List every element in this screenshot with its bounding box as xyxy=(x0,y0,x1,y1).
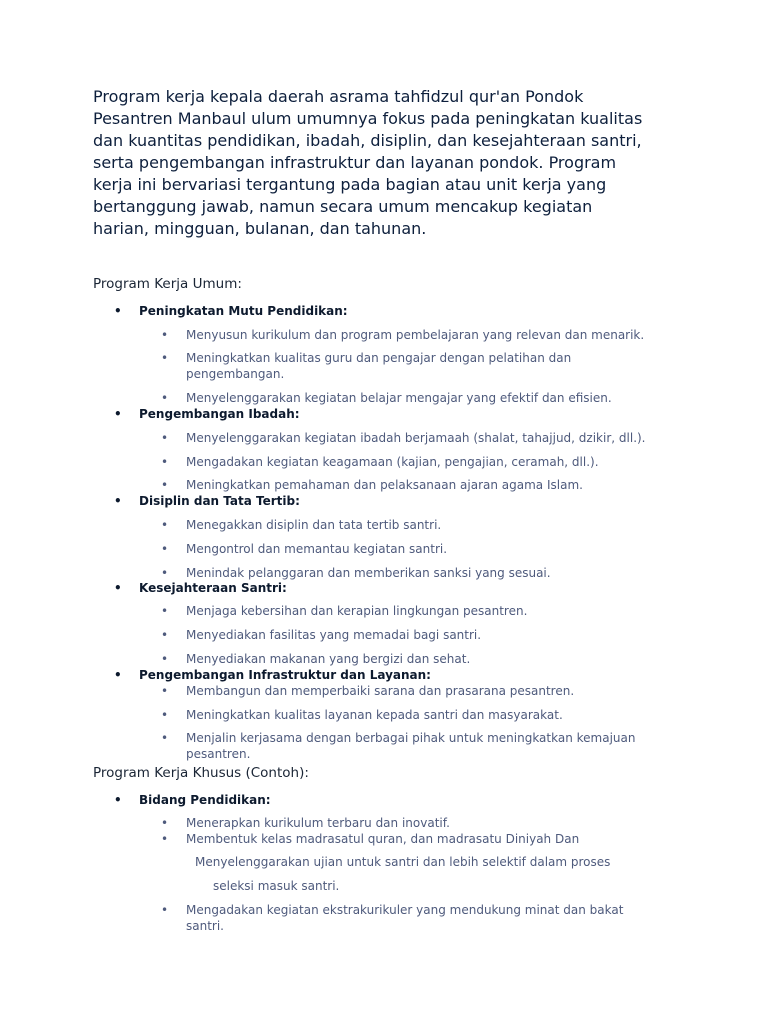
list-item-level2 xyxy=(161,651,686,667)
list-item-level2 xyxy=(161,327,686,343)
list-item-level2 xyxy=(161,517,686,533)
list-item-level1 xyxy=(114,792,271,808)
list-item-text: Meningkatkan kualitas guru dan pengajar dengan pelatihan dan pengembangan. xyxy=(186,351,572,381)
list-item-level2 xyxy=(161,541,686,557)
section-title: Disiplin dan Tata Tertib: xyxy=(139,494,300,508)
list-item-level2 xyxy=(161,815,686,831)
list-item-text: Mengadakan kegiatan keagamaan (kajian, pengajian, ceramah, dll.). xyxy=(186,455,599,469)
list-item-text: Meningkatkan pemahaman dan pelaksanaan ajaran agama Islam. xyxy=(186,478,583,492)
bullet-icon: • xyxy=(161,684,169,698)
bullet-icon: • xyxy=(161,652,169,666)
bullet-icon: • xyxy=(114,793,122,807)
list-item-continuation: Menyelenggarakan ujian untuk santri dan lebih selektif dalam proses xyxy=(195,855,611,869)
bullet-icon: • xyxy=(161,628,169,642)
bullet-icon: • xyxy=(114,494,122,508)
list-item-level2 xyxy=(161,707,686,723)
list-item-level2 xyxy=(161,477,686,493)
section-title: Pengembangan Infrastruktur dan Layanan: xyxy=(139,668,431,682)
list-item-level1 xyxy=(114,580,287,596)
section-heading-umum: Program Kerja Umum: xyxy=(93,276,242,292)
list-item-text: Menjaga kebersihan dan kerapian lingkungan pesantren. xyxy=(186,604,528,618)
list-item-level2 xyxy=(161,902,656,934)
list-item-text: Menegakkan disiplin dan tata tertib santri. xyxy=(186,518,442,532)
list-item-text: Membangun dan memperbaiki sarana dan prasarana pesantren. xyxy=(186,684,575,698)
bullet-icon: • xyxy=(161,351,169,365)
list-item-text: Menjalin kerjasama dengan berbagai pihak untuk meningkatkan kemajuan pesantren. xyxy=(186,731,636,761)
list-item-level2 xyxy=(161,565,686,581)
section-title: Bidang Pendidikan: xyxy=(139,793,271,807)
list-item-level2 xyxy=(161,430,686,446)
bullet-icon: • xyxy=(161,903,169,917)
intro-paragraph: Program kerja kepala daerah asrama tahfidzul qur'an Pondok Pesantren Manbaul ulum umumnya fokus pada peningkatan kualitas dan kuantitas pendidikan, ibadah, disiplin, dan kesejahteraan santri, serta pengembangan infrastruktur dan layanan pondok. Program kerja ini bervariasi tergantung pada bagian atau unit kerja yang bertanggung jawab, namun secara umum mencakup kegiatan harian, mingguan, bulanan, dan tahunan. xyxy=(93,87,643,238)
bullet-icon: • xyxy=(114,668,122,682)
list-item-text: Menyelenggarakan kegiatan belajar mengajar yang efektif dan efisien. xyxy=(186,391,612,405)
list-item-text: Mengadakan kegiatan ekstrakurikuler yang mendukung minat dan bakat santri. xyxy=(186,903,624,933)
list-item-level2 xyxy=(161,454,686,470)
section-title: Kesejahteraan Santri: xyxy=(139,581,287,595)
list-item-text: Menindak pelanggaran dan memberikan sanksi yang sesuai. xyxy=(186,566,551,580)
list-item-text: Menyediakan makanan yang bergizi dan sehat. xyxy=(186,652,471,666)
list-item-level2 xyxy=(161,831,686,847)
section-title: Pengembangan Ibadah: xyxy=(139,407,300,421)
bullet-icon: • xyxy=(161,731,169,745)
list-item-level2 xyxy=(161,627,686,643)
list-item-level2 xyxy=(161,390,686,406)
bullet-icon: • xyxy=(161,832,169,846)
list-item-text: Menyelenggarakan kegiatan ibadah berjamaah (shalat, tahajjud, dzikir, dll.). xyxy=(186,431,646,445)
bullet-icon: • xyxy=(161,816,169,830)
list-item-text: Meningkatkan kualitas layanan kepada santri dan masyarakat. xyxy=(186,708,563,722)
list-item-level1 xyxy=(114,406,300,422)
section-heading-khusus: Program Kerja Khusus (Contoh): xyxy=(93,765,309,781)
list-item-text: Menyusun kurikulum dan program pembelajaran yang relevan dan menarik. xyxy=(186,328,645,342)
list-item-text: Menerapkan kurikulum terbaru dan inovatif. xyxy=(186,816,450,830)
bullet-icon: • xyxy=(161,391,169,405)
list-item-text: Mengontrol dan memantau kegiatan santri. xyxy=(186,542,448,556)
list-item-level2 xyxy=(161,730,666,762)
list-item-continuation: seleksi masuk santri. xyxy=(213,879,340,893)
bullet-icon: • xyxy=(161,431,169,445)
bullet-icon: • xyxy=(161,566,169,580)
list-item-level2 xyxy=(161,683,686,699)
bullet-icon: • xyxy=(161,328,169,342)
bullet-icon: • xyxy=(161,542,169,556)
list-item-level2 xyxy=(161,603,686,619)
bullet-icon: • xyxy=(161,708,169,722)
list-item-level1 xyxy=(114,303,348,319)
bullet-icon: • xyxy=(161,455,169,469)
list-item-level2 xyxy=(161,350,616,382)
list-item-level1 xyxy=(114,667,431,683)
bullet-icon: • xyxy=(114,407,122,421)
bullet-icon: • xyxy=(161,478,169,492)
bullet-icon: • xyxy=(114,304,122,318)
list-item-text: Membentuk kelas madrasatul quran, dan madrasatu Diniyah Dan xyxy=(186,832,580,846)
list-item-text: Menyediakan fasilitas yang memadai bagi santri. xyxy=(186,628,482,642)
bullet-icon: • xyxy=(161,604,169,618)
list-item-level1 xyxy=(114,493,300,509)
bullet-icon: • xyxy=(114,581,122,595)
bullet-icon: • xyxy=(161,518,169,532)
section-title: Peningkatan Mutu Pendidikan: xyxy=(139,304,348,318)
